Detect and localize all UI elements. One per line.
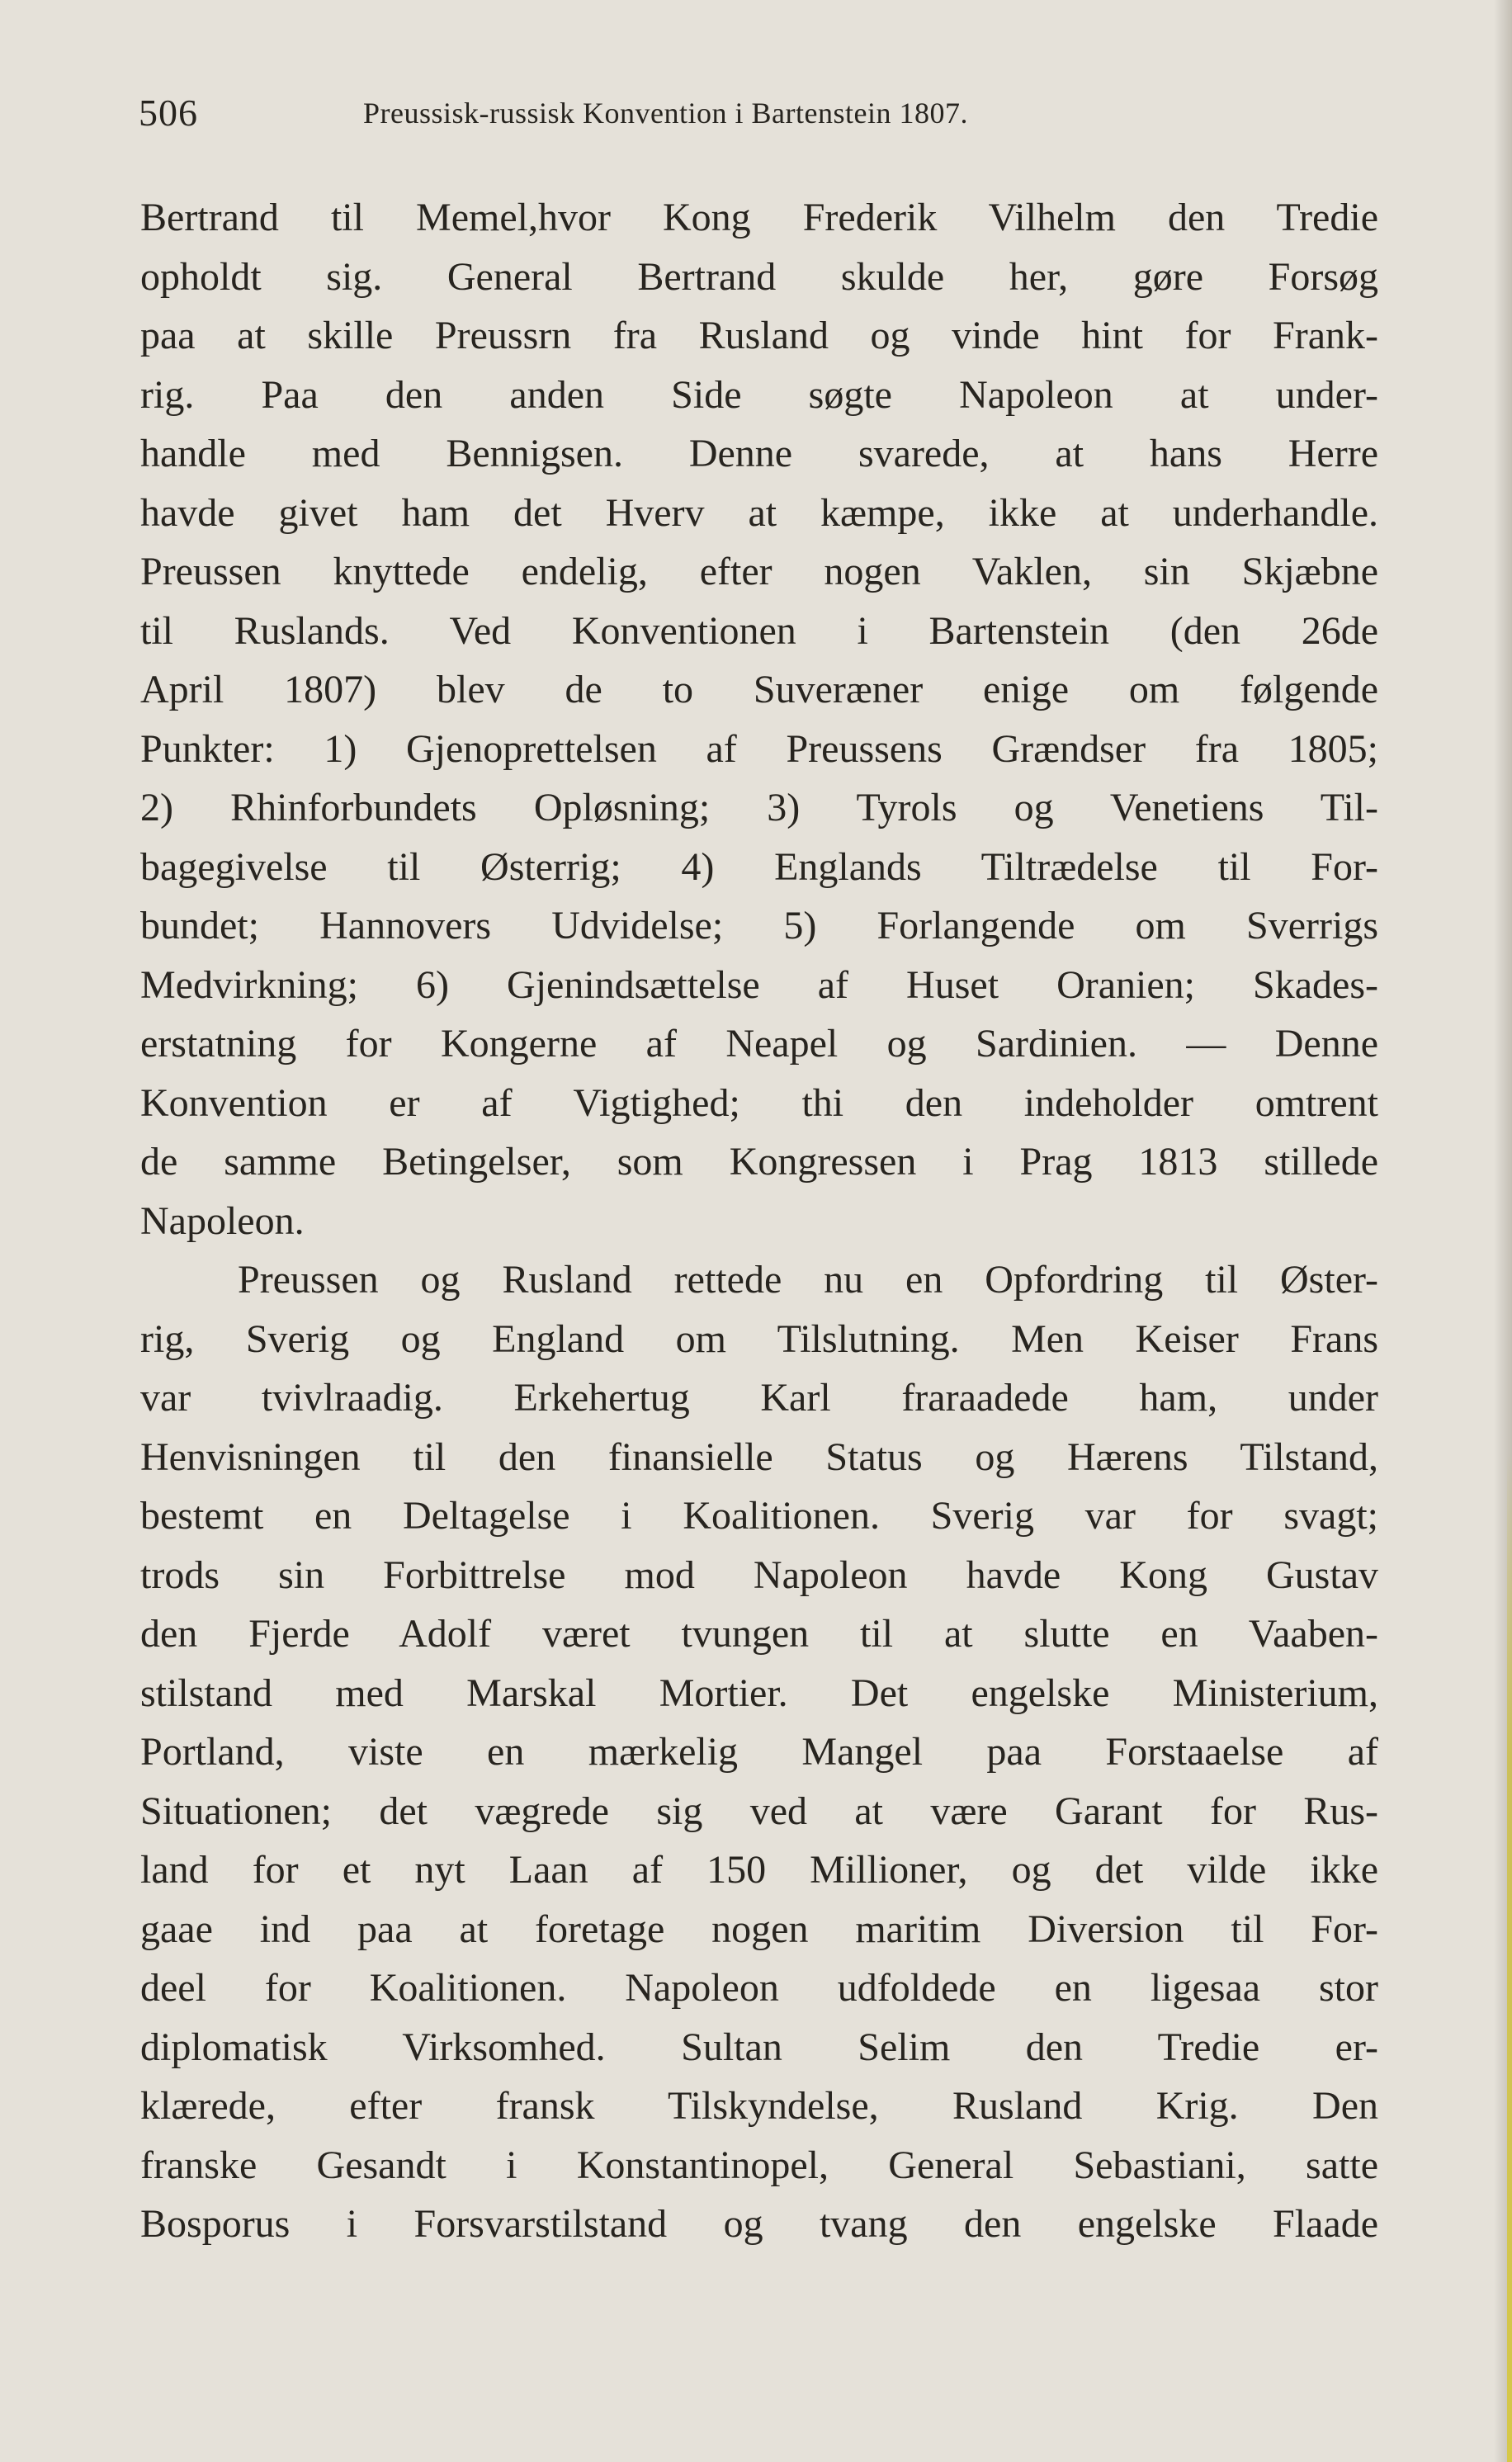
text-line: Bosporus i Forsvarstilstand og tvang den engelske Flaade (140, 2202, 1378, 2246)
text-line: diplomatisk Virksomhed. Sultan Selim den Tredie er- (140, 2025, 1378, 2069)
text-line: var tvivlraadig. Erkehertug Karl fraraadede ham, under (140, 1376, 1378, 1420)
text-line: stilstand med Marskal Mortier. Det engelske Ministerium, (140, 1670, 1378, 1715)
page-header (139, 91, 1410, 140)
text-line: April 1807) blev de to Suveræner enige om følgende (140, 668, 1378, 711)
text-line-paragraph-end: Napoleon. (140, 1198, 305, 1243)
text-line: franske Gesandt i Konstantinopel, General Sebastiani, satte (140, 2143, 1378, 2187)
text-line: rig. Paa den anden Side søgte Napoleon at under- (140, 372, 1378, 417)
text-line: den Fjerde Adolf været tvungen til at slutte en Vaaben- (140, 1612, 1378, 1656)
text-line: paa at skille Preussrn fra Rusland og vinde hint for Frank- (140, 314, 1378, 357)
page-number: 506 (139, 92, 198, 134)
text-line: rig, Sverig og England om Tilslutning. Men Keiser Frans (140, 1316, 1378, 1361)
text-line: Portland, viste en mærkelig Mangel paa Forstaaelse af (140, 1730, 1378, 1774)
text-line: Henvisningen til den finansielle Status og Hærens Tilstand, (140, 1434, 1378, 1479)
text-line: 2) Rhinforbundets Opløsning; 3) Tyrols og Venetiens Til- (140, 786, 1378, 829)
text-line: opholdt sig. General Bertrand skulde her, gøre Forsøg (140, 254, 1378, 299)
text-line: Situationen; det vægrede sig ved at være Garant for Rus- (140, 1789, 1378, 1833)
text-line: erstatning for Kongerne af Neapel og Sardinien. — Denne (140, 1022, 1378, 1066)
page-gilt-edge (1507, 1453, 1512, 2462)
text-line: Punkter: 1) Gjenoprettelsen af Preussens Grændser fra 1805; (140, 726, 1378, 771)
running-head: Preussisk-russisk Konvention i Bartenstein 1807. (363, 97, 968, 130)
text-line: bundet; Hannovers Udvidelse; 5) Forlangende om Sverrigs (140, 904, 1378, 947)
text-line: Preussen knyttede endelig, efter nogen Vaklen, sin Skjæbne (140, 550, 1378, 593)
text-line: bagegivelse til Østerrig; 4) Englands Tiltrædelse til For- (140, 844, 1378, 889)
text-line: bestemt en Deltagelse i Koalitionen. Sverig var for svagt; (140, 1494, 1378, 1538)
text-line: havde givet ham det Hverv at kæmpe, ikke at underhandle. (140, 490, 1378, 535)
text-line-paragraph-start: Preussen og Rusland rettede nu en Opfordring til Øster- (238, 1258, 1378, 1302)
text-line: land for et nyt Laan af 150 Millioner, og det vilde ikke (140, 1848, 1378, 1892)
text-line: til Ruslands. Ved Konventionen i Bartenstein (den 26de (140, 608, 1378, 653)
text-line: gaae ind paa at foretage nogen maritim Diversion til For- (140, 1907, 1378, 1951)
text-line: de samme Betingelser, som Kongressen i Prag 1813 stillede (140, 1140, 1378, 1184)
text-line: trods sin Forbittrelse mod Napoleon havde Kong Gustav (140, 1552, 1378, 1597)
text-line: Bertrand til Memel,hvor Kong Frederik Vilhelm den Tredie (140, 196, 1378, 239)
text-line: Medvirkning; 6) Gjenindsættelse af Huset Oranien; Skades- (140, 962, 1378, 1007)
text-line: deel for Koalitionen. Napoleon udfoldede en ligesaa stor (140, 1966, 1378, 2010)
text-line: handle med Bennigsen. Denne svarede, at hans Herre (140, 432, 1378, 475)
text-line: Konvention er af Vigtighed; thi den indeholder omtrent (140, 1080, 1378, 1125)
text-line: klærede, efter fransk Tilskyndelse, Rusland Krig. Den (140, 2084, 1378, 2128)
body-text (140, 188, 1378, 2254)
